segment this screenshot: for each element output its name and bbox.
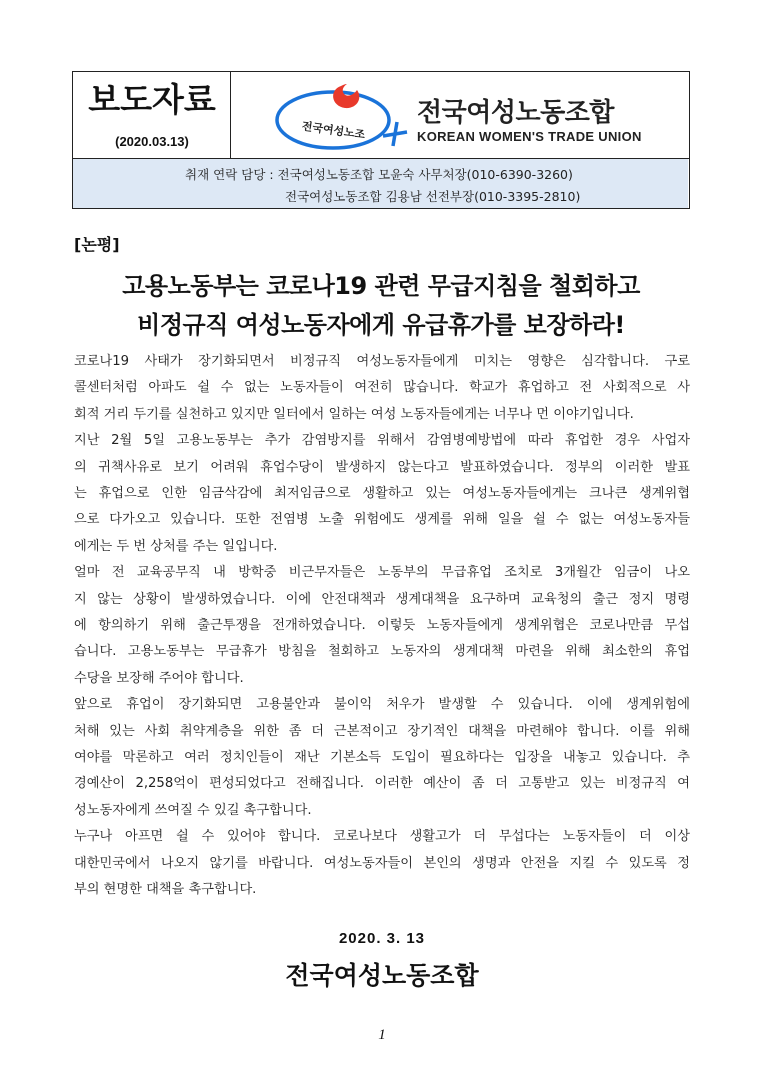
body-line: 에게는 두 번 상처를 주는 일입니다. [74, 538, 278, 554]
body-line: 부의 현명한 대책을 촉구합니다. [74, 882, 257, 897]
report-title: 보도자료 [88, 80, 216, 119]
union-logo-icon [271, 76, 411, 156]
logo-text: 전국여성노조 [301, 119, 366, 142]
org-name-korean: 전국여성노동조합 [417, 98, 614, 128]
logo-cell [231, 72, 689, 159]
contact-line-1: 취재 연락 담당 : 전국여성노동조합 모윤숙 사무처장(010-6390-3260) [185, 167, 573, 182]
body-line: 성노동자에게 쓰여질 수 있길 촉구합니다. [74, 802, 312, 818]
body-line: 수당을 보장해 주어야 합니다. [74, 670, 244, 686]
body-line: 콜센터처럼 아파도 쉴 수 없는 노동자들이 여전히 많습니다. 학교가 휴업하고 전 사회적으로 사 [74, 380, 690, 396]
title-cell [73, 72, 231, 159]
footer-date: 2020. 3. 13 [338, 930, 426, 947]
body-line: 습니다. 고용노동부는 무급휴가 방침을 철회하고 노동자의 생계대책 마련을 위해 최소한의 휴업 [74, 644, 690, 660]
contact-info [73, 159, 688, 208]
headline-line-2: 비정규직 여성노동자에게 유급휴가를 보장하라! [137, 311, 625, 339]
body-line: 누구나 아프면 쉴 수 있어야 합니다. 코로나보다 생활고가 더 무섭다는 노동자들이 더 이상 [74, 829, 690, 845]
contact-line-2: 전국여성노동조합 김용남 선전부장(010-3395-2810) [285, 189, 581, 204]
body-line: 의 귀책사유로 보기 어려워 휴업수당이 발생하지 않는다고 발표하였습니다. 정부의 이러한 발표 [74, 459, 690, 475]
body-line: 지 않는 상황이 발생하였습니다. 이에 안전대책과 생계대책을 요구하며 교육청의 출근 정지 명령 [74, 591, 690, 607]
body-line: 얼마 전 교육공무직 내 방학중 비근무자들은 노동부의 무급휴업 조치로 3개월간 임금이 나오 [74, 565, 690, 581]
body-line: 여야를 막론하고 여러 정치인들이 재난 기본소득 도입이 필요하다는 입장을 내놓고 있습니다. 추 [74, 750, 690, 765]
org-name-english: KOREAN WOMEN'S TRADE UNION [417, 129, 642, 144]
body-line: 지난 2월 5일 고용노동부는 추가 감염방지를 위해서 감염병예방법에 따라 휴업한 경우 사업자 [74, 433, 690, 449]
headline-line-1: 고용노동부는 코로나19 관련 무급지침을 철회하고 [122, 272, 640, 300]
body-line: 경예산이 2,258억이 편성되었다고 전해집니다. 이러한 예산이 좀 더 고통받고 있는 비정규직 여 [74, 776, 690, 792]
page-number: 1 [378, 1027, 386, 1043]
body-line: 코로나19 사태가 장기화되면서 비정규직 여성노동자들에게 미치는 영향은 심각합니다. 구로 [74, 354, 690, 369]
press-release-header [72, 71, 690, 209]
body-line: 앞으로 휴업이 장기화되면 고용불안과 불이익 처우가 발생할 수 있습니다. 이에 생계위험에 [74, 697, 690, 713]
body-line: 으로 다가오고 있습니다. 또한 전염병 노출 위험에도 생계를 위해 일을 쉴 수 없는 여성노동자들 [74, 512, 690, 528]
body-line: 는 휴업으로 인한 임금삭감에 최저임금으로 생활하고 있는 여성노동자들에게는 크나큰 생계위협 [74, 486, 690, 501]
body-line: 대한민국에서 나오지 않기를 바랍니다. 여성노동자들이 본인의 생명과 안전을 지킬 수 있도록 정 [74, 855, 690, 871]
body-line: 회적 거리 두기를 실천하고 있지만 일터에서 일하는 여성 노동자들에게는 너무나 먼 이야기입니다. [74, 406, 634, 422]
article-tag: [논평] [74, 235, 120, 254]
body-line: 처해 있는 사회 취약계층을 위한 좀 더 근본적이고 장기적인 대책을 마련해야 합니다. 이를 위해 [74, 723, 690, 739]
body-line: 에 항의하기 위해 출근투쟁을 전개하였습니다. 이렇듯 노동자들에게 생계위협은 코로나만큼 무섭 [74, 618, 690, 633]
footer-org-name: 전국여성노동조합 [285, 961, 479, 990]
report-date: (2020.03.13) [115, 134, 189, 149]
